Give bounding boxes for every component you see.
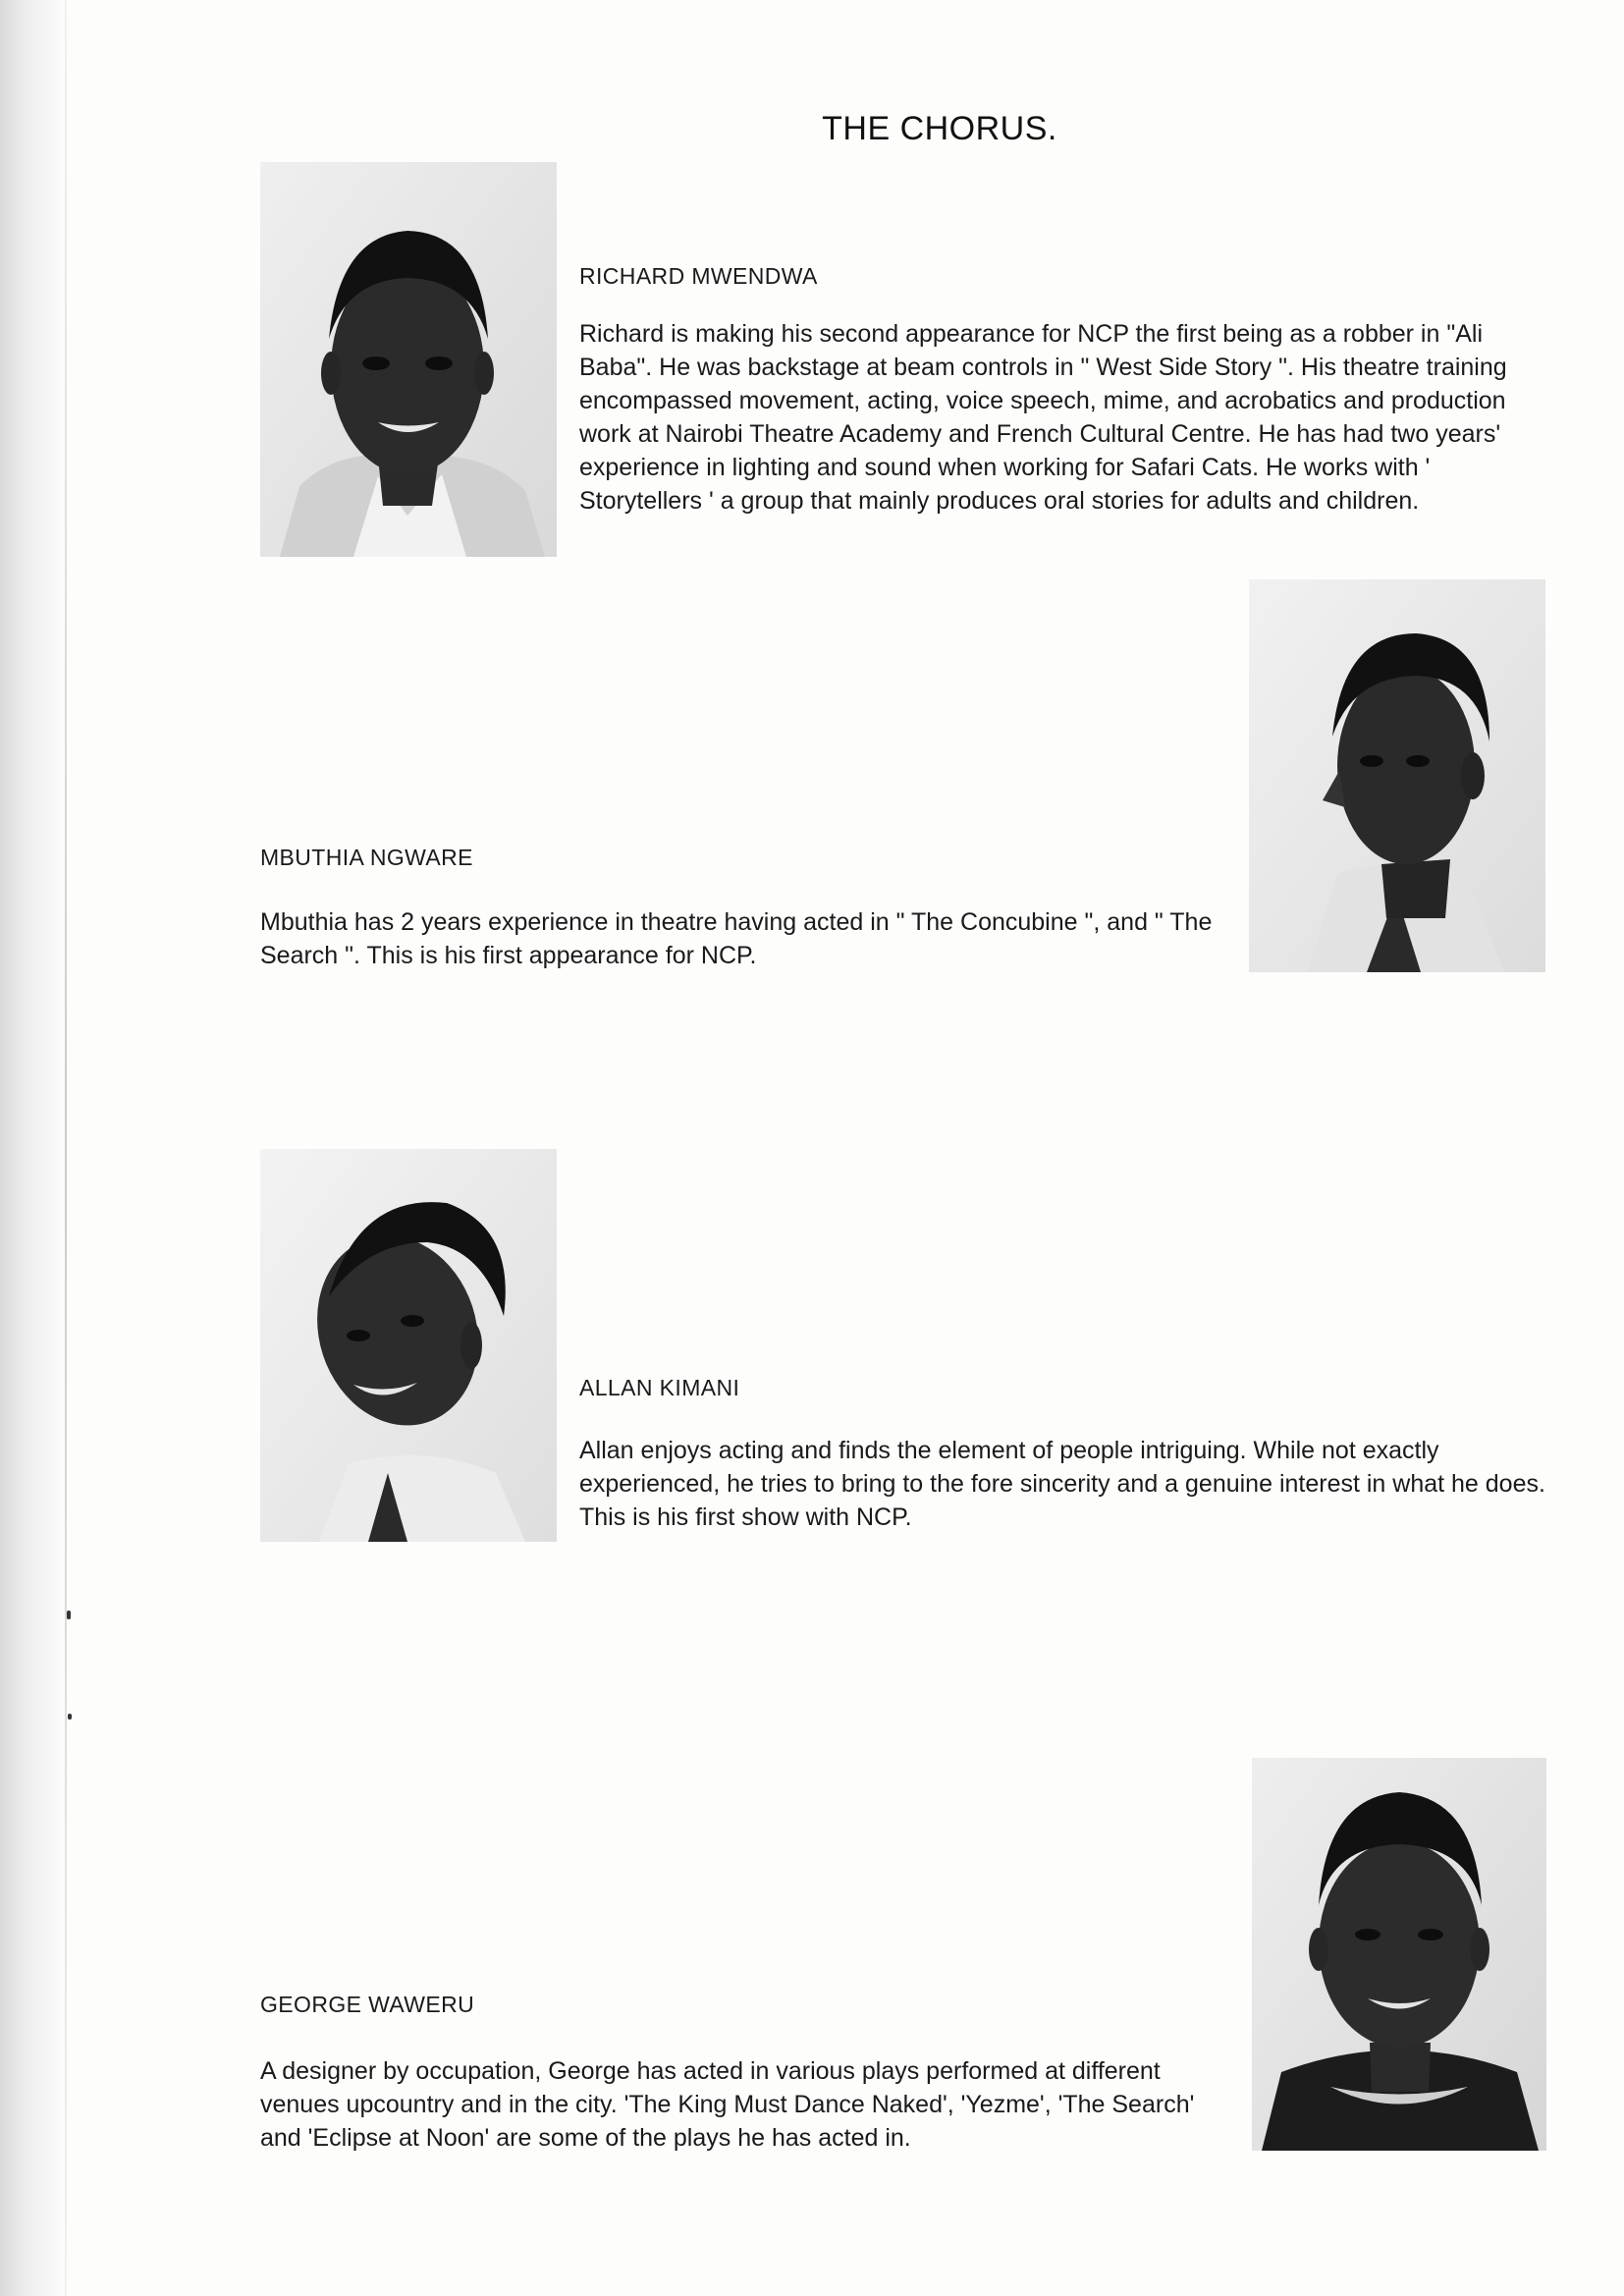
member-name: GEORGE WAWERU [260,1992,475,2017]
portrait-photo-icon [260,162,557,557]
member-name: ALLAN KIMANI [579,1375,740,1400]
member-name: RICHARD MWENDWA [579,263,818,289]
page-title: THE CHORUS. [822,110,1057,147]
member-bio: Allan enjoys acting and finds the element of people intriguing. While not exactly experienced, he tries to bring to the fore sincerity and a genuine interest in what he does. This is his first show with NCP. [579,1437,1545,1531]
allan-kimani-photo [260,1149,557,1542]
portrait-photo-icon [260,1149,557,1542]
richard-mwendwa-photo [260,162,557,557]
member-bio: Mbuthia has 2 years experience in theatre having acted in " The Concubine ", and " The Search ". This is his first appearance for NCP. [260,908,1213,969]
portrait-photo-icon [1249,579,1545,972]
scan-speck [68,1714,72,1720]
george-waweru-photo [1252,1758,1546,2151]
portrait-photo-icon [1252,1758,1546,2151]
page-fold-line [65,0,67,2296]
scan-speck [67,1611,71,1619]
member-name: MBUTHIA NGWARE [260,845,473,870]
member-bio: A designer by occupation, George has acted in various plays performed at different venues upcountry and in the city. 'The King Must Dance Naked', 'Yezme', 'The Search' and 'Eclipse at Noon' are some of the plays he has acted in. [260,2057,1195,2152]
page-fold-shadow [0,0,69,2296]
member-bio: Richard is making his second appearance for NCP the first being as a robber in "Ali Baba". He was backstage at beam controls in " West Side Story ". His theatre training encompassed movement, acting, voice speech, mime, and acrobatics and production work at Nairobi Theatre Academy and French Cultural Centre. He has had two years' experience in lighting and sound when working for Safari Cats. He works with ' Storytellers ' a group that mainly produces oral stories for adults and children. [579,320,1507,515]
mbuthia-ngware-photo [1249,579,1545,972]
